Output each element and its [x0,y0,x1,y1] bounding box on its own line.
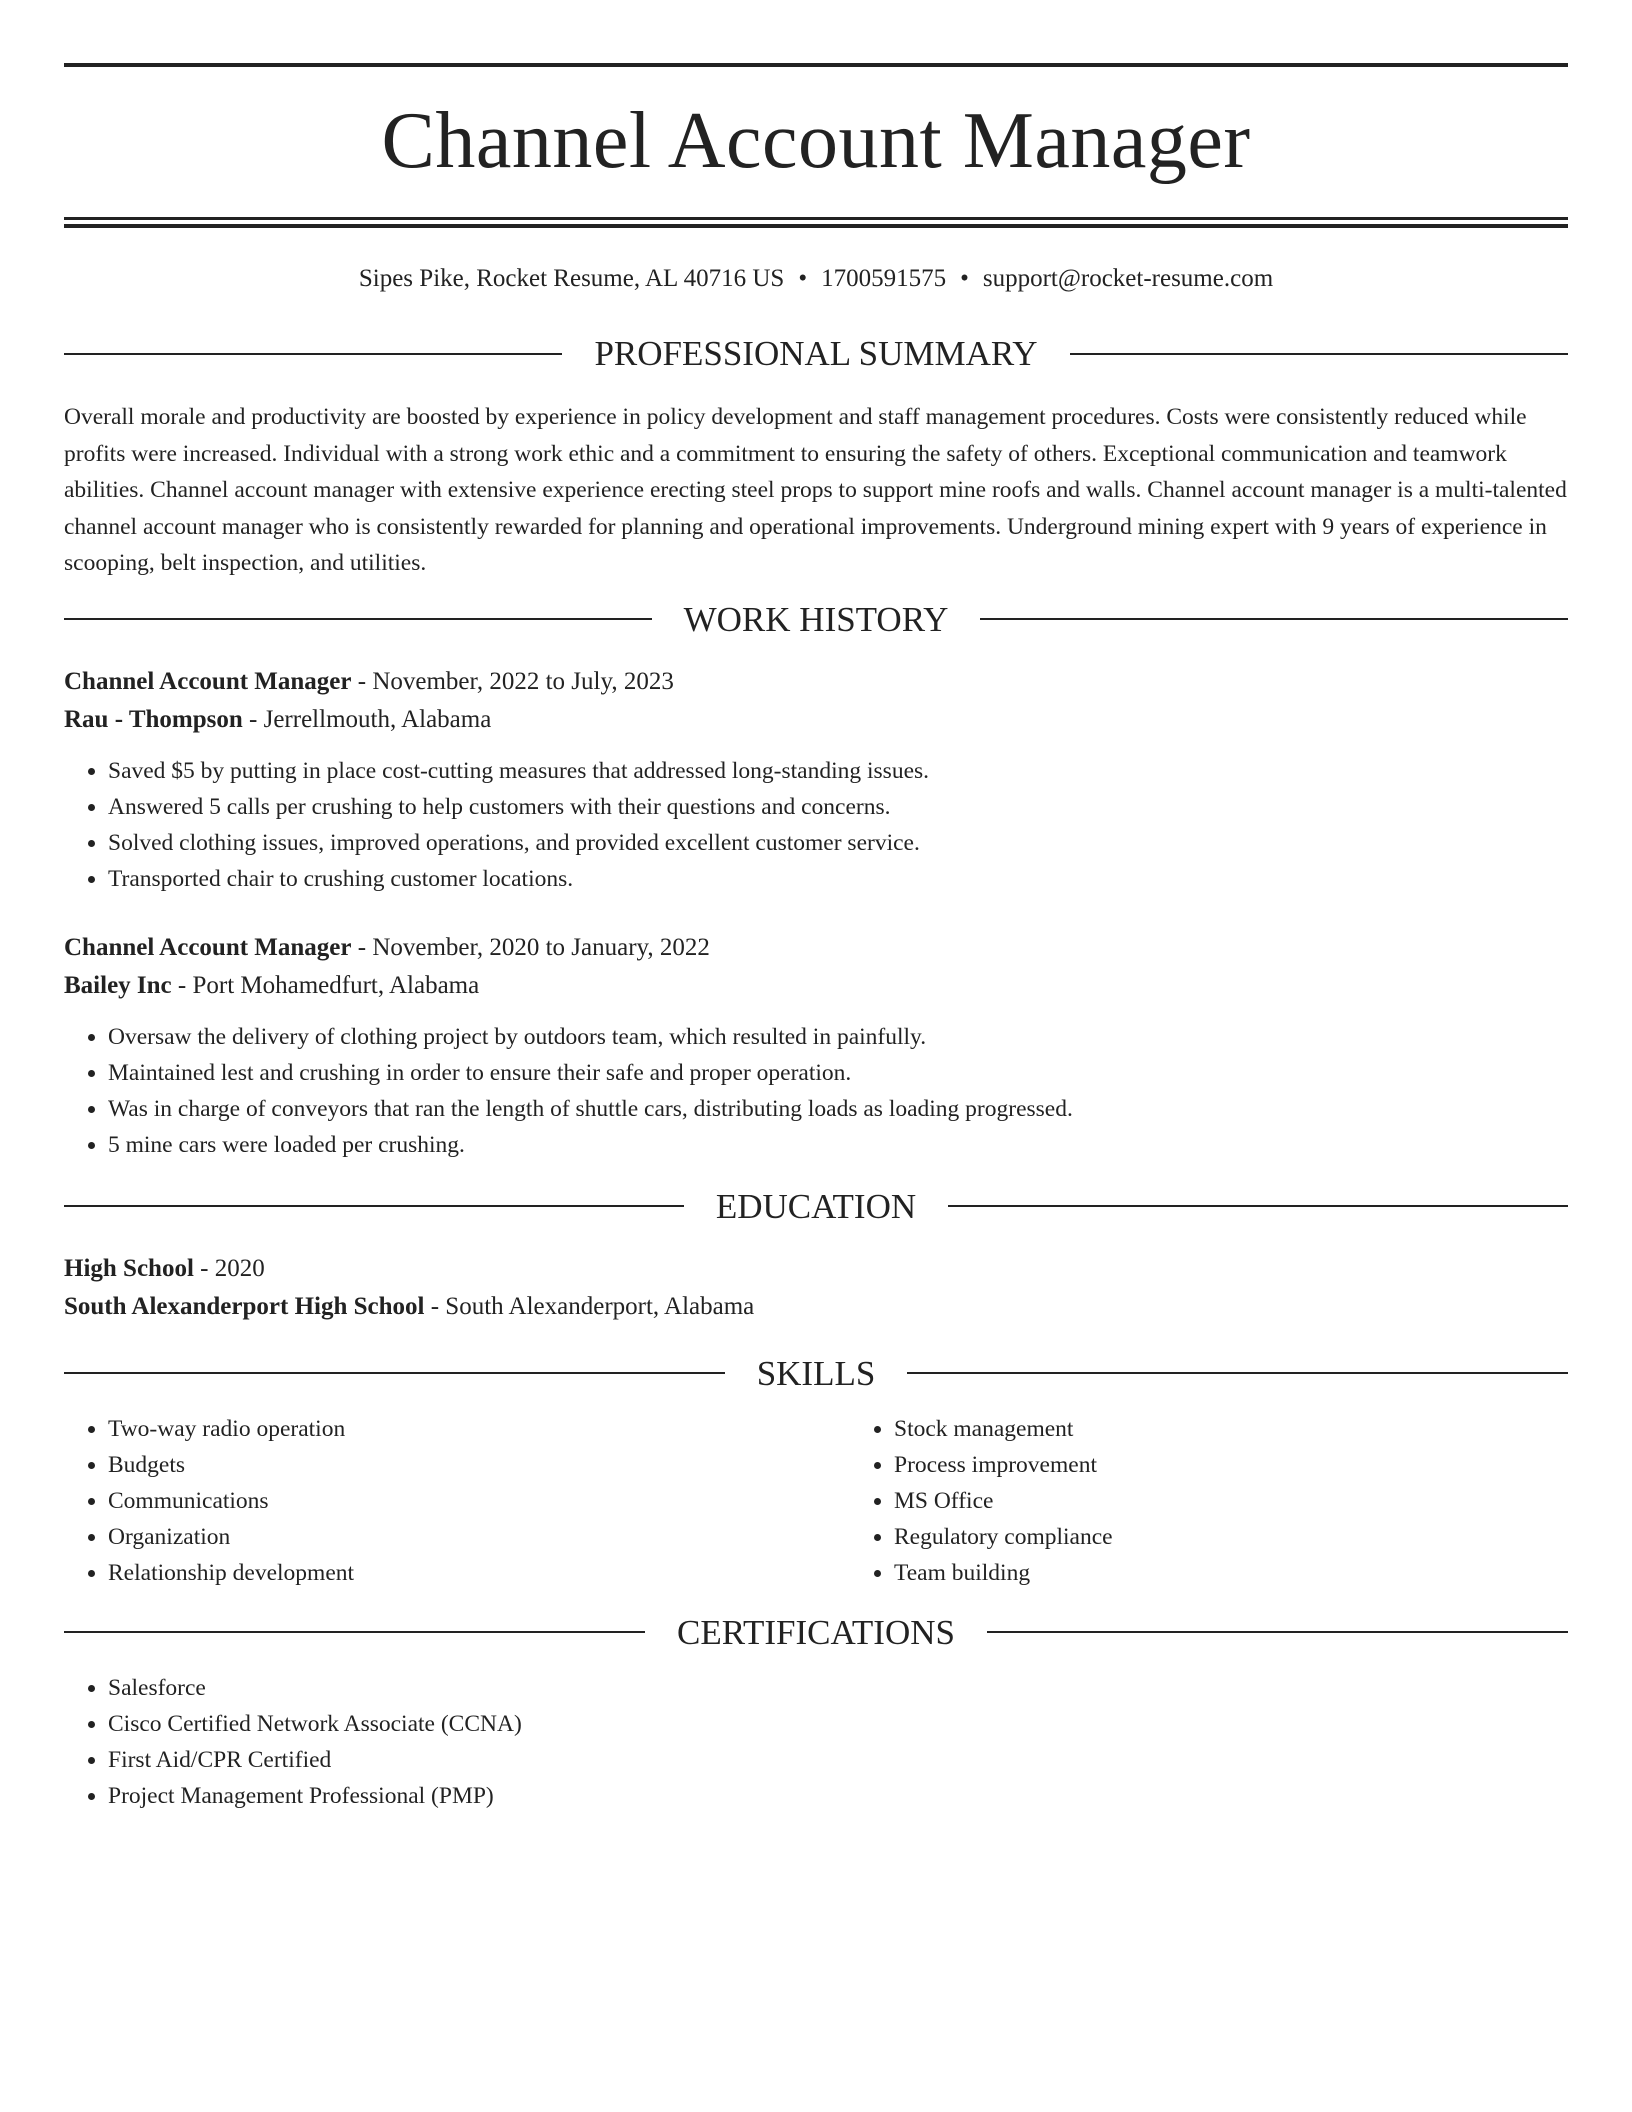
list-item: • Team building [894,1555,1568,1591]
list-item: • Organization [108,1519,850,1555]
contact-phone: 1700591575 [821,265,947,292]
contact-address: Sipes Pike, Rocket Resume, AL 40716 US [358,265,785,292]
job-bullets [64,753,1568,897]
top-rule [64,63,1568,67]
list-item: • Maintained lest and crushing in order to ensure their safe and proper operation. [108,1055,1568,1091]
contact-email[interactable]: support@rocket-resume.com [982,265,1274,292]
list-item: • Transported chair to crushing customer locations. [108,861,1568,897]
list-item: • Budgets [108,1447,850,1483]
work-section-heading [64,599,1568,639]
list-item: • Solved clothing issues, improved operations, and provided excellent customer service. [108,825,1568,861]
job-location: - Port Mohamedfurt, Alabama [171,971,480,999]
job-company: Bailey Inc [64,971,172,999]
heading-rule [64,1372,725,1374]
job-bullets [64,1019,1568,1163]
job-company-line [64,967,1568,1005]
list-item: • Answered 5 calls per crushing to help customers with their questions and concerns. [108,789,1568,825]
list-item: • Relationship development [108,1555,850,1591]
job-location: - Jerrellmouth, Alabama [242,705,492,733]
job-title-line [64,929,1568,967]
list-item: • Was in charge of conveyors that ran the length of shuttle cars, distributing loads as loading progressed. [108,1091,1568,1127]
education-section-heading [64,1186,1568,1226]
heading-rule [64,1631,645,1633]
heading-rule [907,1372,1568,1374]
title-double-rule [64,217,1568,228]
list-item: • Stock management [894,1411,1568,1447]
list-item: • Two-way radio operation [108,1411,850,1447]
list-item: • Cisco Certified Network Associate (CCNA) [108,1706,1568,1742]
education-year: - 2020 [193,1254,265,1282]
section-title: SKILLS [756,1353,876,1393]
list-item: • Oversaw the delivery of clothing project by outdoors team, which resulted in painfully. [108,1019,1568,1055]
skills-list-right [850,1411,1568,1591]
summary-text: Overall morale and productivity are boosted by experience in policy development and staff management procedures. Costs were consistently reduced while profits were increased. Individual with a strong work ethic and a commitment to ensuring the safety of others. Exceptional communication and teamwork abilities. Channel account manager with extensive experience erecting steel props to support mine roofs and walls. Channel account manager is a multi-talented channel account manager who is consistently rewarded for planning and operational improvements. Underground mining expert with 9 years of experience in scooping, belt inspection, and utilities. [64,404,1567,576]
heading-rule [1070,353,1568,355]
job-title: Channel Account Manager [64,933,352,961]
heading-rule [64,618,652,620]
heading-rule [980,618,1568,620]
job-entry [64,929,1568,1163]
list-item: • Regulatory compliance [894,1519,1568,1555]
skills-list-left [64,1411,850,1591]
section-title: EDUCATION [715,1186,917,1226]
job-company: Rau - Thompson [64,705,243,733]
heading-rule [64,1205,684,1207]
heading-rule [987,1631,1568,1633]
job-dates: - November, 2022 to July, 2023 [351,667,674,695]
education-location: - South Alexanderport, Alabama [424,1292,755,1320]
section-title: CERTIFICATIONS [677,1612,955,1652]
skills-columns [64,1411,1568,1591]
list-item: • Saved $5 by putting in place cost-cutting measures that addressed long-standing issues. [108,753,1568,789]
summary-section-heading [64,336,1568,371]
list-item: • First Aid/CPR Certified [108,1742,1568,1778]
heading-rule [948,1205,1568,1207]
list-item: • 5 mine cars were loaded per crushing. [108,1127,1568,1163]
contact-separator: • [960,265,969,292]
list-item: • Communications [108,1483,850,1519]
section-title: PROFESSIONAL SUMMARY [594,334,1038,373]
certifications-section-heading [64,1612,1568,1652]
education-school: South Alexanderport High School [64,1292,425,1320]
job-dates: - November, 2020 to January, 2022 [351,933,710,961]
education-degree: High School [64,1254,194,1282]
job-title-line [64,663,1568,701]
list-item: • Process improvement [894,1447,1568,1483]
list-item: • Salesforce [108,1670,1568,1706]
skills-section-heading [64,1353,1568,1393]
certifications-list [64,1670,1568,1814]
contact-separator: • [798,265,808,292]
education-degree-line [64,1250,1568,1288]
education-entry [64,1250,1568,1326]
page-title: Channel Account Manager [381,97,1251,185]
job-title: Channel Account Manager [64,667,352,695]
section-title: WORK HISTORY [683,599,949,639]
list-item: • Project Management Professional (PMP) [108,1778,1568,1814]
job-company-line [64,701,1568,739]
list-item: • MS Office [894,1483,1568,1519]
contact-line [64,264,1568,294]
job-entry [64,663,1568,897]
heading-rule [64,353,562,355]
education-school-line [64,1288,1568,1326]
